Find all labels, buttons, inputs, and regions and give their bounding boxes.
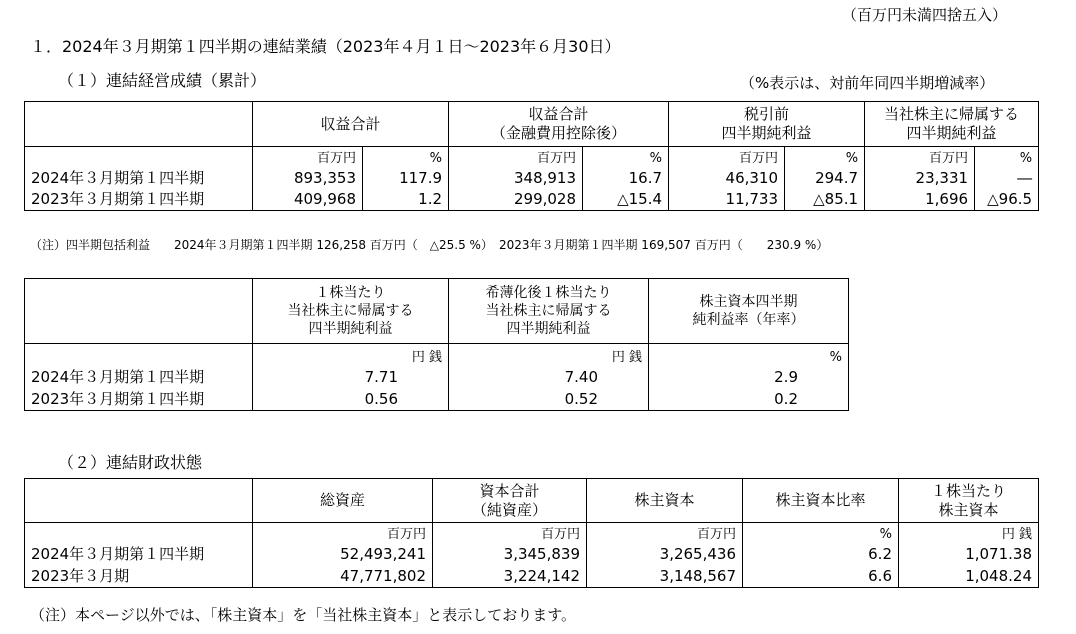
cell-value: 3,265,436 xyxy=(587,543,743,566)
table-row xyxy=(25,366,849,389)
row-label: 2024年３月期第１四半期 xyxy=(25,543,253,566)
cell-value: 46,310 xyxy=(669,167,785,189)
row-label: 2023年３月期 xyxy=(25,566,253,588)
pct-note: （%表示は、対前年同四半期増減率） xyxy=(740,74,995,92)
unit-cell: % xyxy=(583,147,669,167)
cell-value: 348,913 xyxy=(449,167,583,189)
header-line: 株主資本 xyxy=(634,491,695,509)
unit-row-label xyxy=(25,147,253,167)
unit-cell: 百万円 xyxy=(433,523,587,543)
cell-value: 893,353 xyxy=(253,167,363,189)
table-row xyxy=(25,189,1039,211)
unit-cell: 百万円 xyxy=(865,147,975,167)
equity-naming-footnote: （注）本ページ以外では、「株主資本」を「当社株主資本」と表示しております。 xyxy=(30,606,577,624)
cell-value: 3,148,567 xyxy=(587,566,743,588)
financial-position-table xyxy=(24,478,1039,588)
cell-value: 1,071.38 xyxy=(899,543,1039,566)
row-label: 2024年３月期第１四半期 xyxy=(25,366,253,389)
header-line: 税引前 xyxy=(744,105,790,123)
section2-heading: （２）連結財政状態 xyxy=(58,453,203,472)
cell-value: 6.6 xyxy=(743,566,899,588)
header-line: 資本合計 xyxy=(479,481,540,500)
cell-value: 0.2 xyxy=(649,389,849,411)
table-row xyxy=(25,167,1039,189)
header-line: 当社株主に帰属する xyxy=(485,303,612,319)
cell-value: 1,048.24 xyxy=(899,566,1039,588)
row-label-header xyxy=(25,479,253,523)
header-line: 株主資本四半期 xyxy=(699,294,798,310)
cell-value: ― xyxy=(975,167,1039,189)
cell-value: 294.7 xyxy=(785,167,865,189)
header-net-income xyxy=(865,102,1039,147)
unit-cell: 百万円 xyxy=(587,523,743,543)
header-line: 収益合計 xyxy=(320,114,381,133)
unit-cell: 百万円 xyxy=(253,147,363,167)
header-eps xyxy=(253,279,449,344)
table-row xyxy=(25,389,849,411)
header-line: 当社株主に帰属する xyxy=(884,105,1020,123)
cell-value: 0.52 xyxy=(449,389,649,411)
cell-value: 52,493,241 xyxy=(253,543,433,566)
row-label: 2023年３月期第１四半期 xyxy=(25,389,253,411)
header-total-assets xyxy=(253,479,433,523)
unit-cell: 円 銭 xyxy=(899,523,1039,543)
cell-value: △85.1 xyxy=(785,189,865,211)
cell-value: 1,696 xyxy=(865,189,975,211)
cell-value: 2.9 xyxy=(649,366,849,389)
cell-value: 1.2 xyxy=(363,189,449,211)
header-line: 収益合計 xyxy=(528,105,589,123)
cell-value: △15.4 xyxy=(583,189,669,211)
cell-value: 16.7 xyxy=(583,167,669,189)
cell-value: 3,224,142 xyxy=(433,566,587,588)
header-equity-per-share xyxy=(899,479,1039,523)
unit-cell: % xyxy=(649,344,849,366)
row-label-header xyxy=(25,279,253,344)
cell-value: 409,968 xyxy=(253,189,363,211)
unit-cell: 円 銭 xyxy=(449,344,649,366)
header-total-equity xyxy=(433,479,587,523)
header-revenue-net xyxy=(449,102,669,147)
header-line: 株主資本比率 xyxy=(775,491,866,509)
cell-value: 23,331 xyxy=(865,167,975,189)
header-line: 四半期純利益 xyxy=(721,124,812,142)
table-row xyxy=(25,566,1039,588)
unit-cell: 円 銭 xyxy=(253,344,449,366)
header-line: 当社株主に帰属する xyxy=(287,303,414,319)
row-label: 2024年３月期第１四半期 xyxy=(25,167,253,189)
header-roe xyxy=(649,279,849,344)
unit-cell: % xyxy=(743,523,899,543)
comprehensive-income-footnote: （注）四半期包括利益 2024年３月期第１四半期 126,258 百万円（ △25.5 %） 2023年３月期第１四半期 169,507 百万円（ 230.9 %） xyxy=(30,238,829,252)
header-line: 株主資本 xyxy=(938,500,999,519)
header-line: １株当たり xyxy=(930,481,1006,500)
row-label: 2023年３月期第１四半期 xyxy=(25,189,253,211)
unit-cell: 百万円 xyxy=(669,147,785,167)
header-line: （金融費用控除後） xyxy=(491,124,627,142)
cell-value: 299,028 xyxy=(449,189,583,211)
unit-row-label xyxy=(25,344,253,366)
page-title: １．2024年３月期第１四半期の連結業績（2023年４月１日～2023年６月30日） xyxy=(30,37,621,56)
header-equity-ratio xyxy=(743,479,899,523)
unit-cell: % xyxy=(785,147,865,167)
header-line: 希薄化後１株当たり xyxy=(485,285,612,301)
cell-value: 117.9 xyxy=(363,167,449,189)
header-shareholders-equity xyxy=(587,479,743,523)
header-line: １株当たり xyxy=(315,285,386,301)
cell-value: 7.71 xyxy=(253,366,449,389)
header-line: 四半期純利益 xyxy=(506,321,591,337)
cell-value: 47,771,802 xyxy=(253,566,433,588)
header-line: 四半期純利益 xyxy=(308,321,393,337)
unit-cell: 百万円 xyxy=(253,523,433,543)
per-share-table xyxy=(24,278,849,411)
unit-cell: 百万円 xyxy=(449,147,583,167)
header-line: （純資産） xyxy=(471,500,547,519)
header-diluted-eps xyxy=(449,279,649,344)
unit-cell: % xyxy=(975,147,1039,167)
unit-row-label xyxy=(25,523,253,543)
row-label-header xyxy=(25,102,253,147)
cell-value: △96.5 xyxy=(975,189,1039,211)
cell-value: 11,733 xyxy=(669,189,785,211)
header-line: 総資産 xyxy=(319,491,365,509)
unit-cell: % xyxy=(363,147,449,167)
section1-heading: （１）連結経営成績（累計） xyxy=(58,71,267,90)
cell-value: 0.56 xyxy=(253,389,449,411)
table-row xyxy=(25,543,1039,566)
header-line: 純利益率（年率） xyxy=(692,312,805,328)
cell-value: 6.2 xyxy=(743,543,899,566)
cell-value: 7.40 xyxy=(449,366,649,389)
operating-results-table xyxy=(24,101,1039,211)
unit-note: （百万円未満四捨五入） xyxy=(842,6,1008,24)
header-line: 四半期純利益 xyxy=(906,124,997,142)
cell-value: 3,345,839 xyxy=(433,543,587,566)
header-pretax-income xyxy=(669,102,865,147)
header-revenue xyxy=(253,102,449,147)
